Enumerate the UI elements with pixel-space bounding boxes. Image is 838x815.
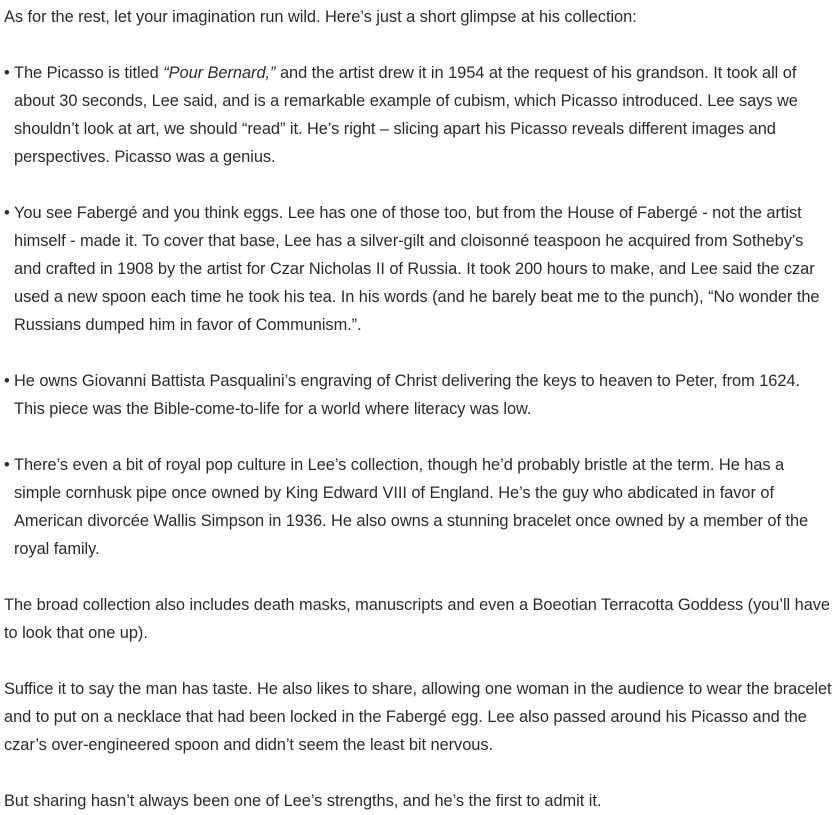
paragraph-gap (4, 563, 834, 591)
list-item-picasso (4, 59, 834, 171)
bullet-mark: • (4, 456, 10, 474)
picasso-text-start: The Picasso is titled (14, 64, 164, 82)
intro-paragraph: As for the rest, let your imagination run wild. Here’s just a short glimpse at his collection: (4, 8, 637, 26)
list-item-text (14, 59, 834, 171)
bullet-mark: • (4, 204, 10, 222)
collection-paragraph: The broad collection also includes death masks, manuscripts and even a Boeotian Terracotta Goddess (you’ll have to look that one up). (4, 596, 830, 642)
paragraph-gap (4, 647, 834, 675)
list-item-royal (4, 451, 834, 563)
taste-paragraph: Suffice it to say the man has taste. He also likes to share, allowing one woman in the audience to wear the bracelet and to put on a necklace that had been locked in the Fabergé egg. Lee also passed around his Picasso and the czar’s over-engineered spoon and didn’t seem the least bit nervous. (4, 680, 832, 754)
artwork-title: “Pour Bernard,” (163, 64, 276, 82)
list-item-faberge (4, 199, 834, 339)
paragraph-gap (4, 31, 834, 59)
list-item-text: He owns Giovanni Battista Pasqualini’s engraving of Christ delivering the keys to heaven to Peter, from 1624. This piece was the Bible-come-to-life for a world where literacy was low. (14, 372, 800, 418)
picasso-text-rest: and the artist drew it in 1954 at the request of his grandson. It took all of about 30 seconds, Lee said, and is a remarkable example of cubism, which Picasso introduced. Lee says we shouldn’t look at art, we should “read” it. He’s right – slicing apart his Picasso reveals different images and perspectives. Picasso was a genius. (14, 64, 798, 166)
bullet-mark: • (4, 372, 10, 390)
paragraph-gap (4, 759, 834, 787)
bullet-mark: • (4, 64, 10, 82)
list-item-engraving (4, 367, 834, 423)
list-item-text: There’s even a bit of royal pop culture in Lee’s collection, though he’d probably bristle at the term. He has a simple cornhusk pipe once owned by King Edward VIII of England. He’s the guy who abdicated in favor of American divorcée Wallis Simpson in 1936. He also owns a stunning bracelet once owned by a member of the royal family. (14, 456, 809, 558)
sharing-paragraph: But sharing hasn’t always been one of Lee’s strengths, and he’s the first to admit it. (4, 792, 602, 810)
list-item-text: You see Fabergé and you think eggs. Lee has one of those too, but from the House of Fabergé - not the artist himself - made it. To cover that base, Lee has a silver-gilt and cloisonné teaspoon he acquired from Sotheby’s and crafted in 1908 by the artist for Czar Nicholas II of Russia. It took 200 hours to make, and Lee said the czar used a new spoon each time he took his tea. In his words (and he barely beat me to the punch), “No wonder the Russians dumped him in favor of Communism.”. (14, 204, 820, 334)
paragraph-gap (4, 171, 834, 199)
paragraph-gap (4, 423, 834, 451)
paragraph-gap (4, 339, 834, 367)
